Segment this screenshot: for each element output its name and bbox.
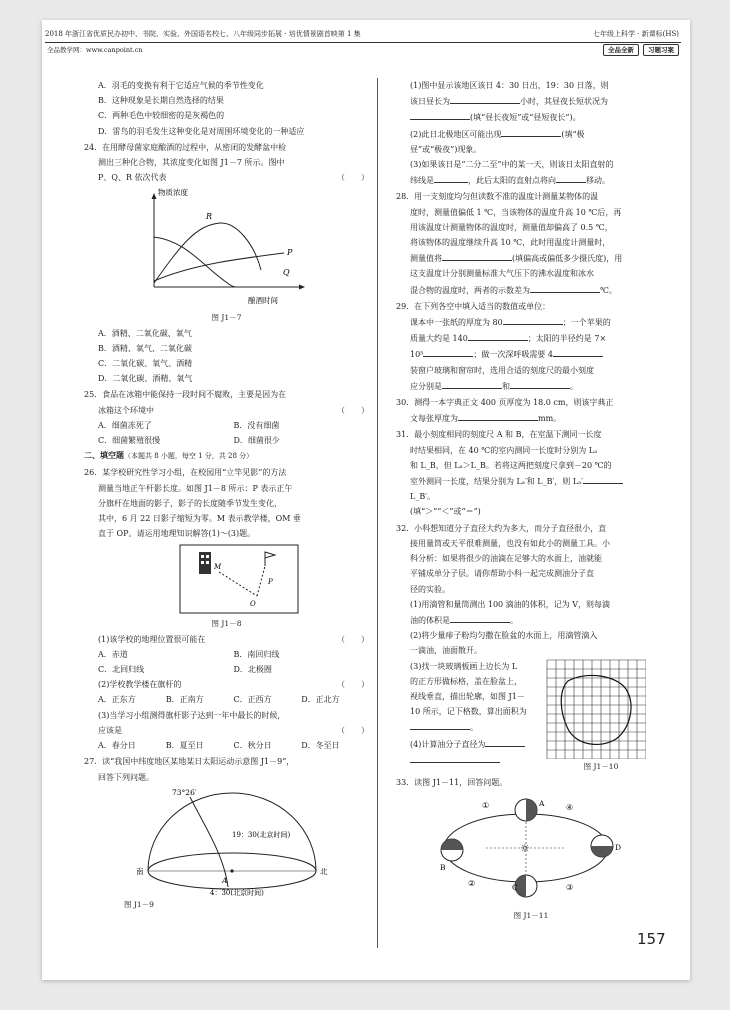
label-A: A xyxy=(222,875,228,885)
question-33 xyxy=(396,775,666,923)
q26-subq-1 xyxy=(84,632,369,647)
text: 测量值将 xyxy=(410,254,442,264)
q31-line: 时结果相同，在 40 ℃的室内测同一长度时分别为 Lₐ xyxy=(410,445,598,455)
question-31 xyxy=(396,427,666,519)
position-1: ① xyxy=(482,800,490,810)
q26-s1-options xyxy=(84,662,369,677)
earth-A-night xyxy=(526,799,537,821)
text: ；做一次深呼吸需要 4 xyxy=(473,350,554,360)
question-28 xyxy=(396,189,666,297)
q32-subq-1: (1)用滴管和量筒测出 100 滴油的体积，记为 V，则每滴 xyxy=(410,599,611,609)
q32-subq-2: 一滴油，油面散开。 xyxy=(410,646,482,656)
q28-line xyxy=(396,250,666,266)
q24-line: 测出三种化合物，其浓度变化如图 J1－7 所示。图中 xyxy=(98,158,285,168)
q28-line: 28．用一支刻度均匀但读数不准的温度计测量某物体的温 xyxy=(396,192,599,202)
answer-paren: （ ） xyxy=(337,173,369,183)
figure-caption: 图 J1－8 xyxy=(211,619,242,629)
text: 油的体积是 xyxy=(410,615,450,625)
q32-subq-3: 的正方形做标格，盖在脸盆上， xyxy=(410,676,522,686)
option-d: D．北极圈 xyxy=(233,665,272,675)
answer-blank[interactable] xyxy=(503,314,563,325)
answer-blank[interactable] xyxy=(501,126,561,137)
text: 课本中一张纸的厚度为 80 xyxy=(410,318,503,328)
column-divider xyxy=(377,78,378,948)
text: 。 xyxy=(470,723,478,733)
position-4: ④ xyxy=(566,802,574,812)
q25-line: 25．食品在冰箱中能保持一段时间不腐败，主要是因为在 xyxy=(84,390,287,400)
option-c: C．秋分日 xyxy=(233,741,272,751)
text: mm。 xyxy=(538,414,562,424)
brand-badges xyxy=(603,44,679,56)
section-title: 二、填空题 xyxy=(84,450,124,461)
diagram-frame xyxy=(180,545,298,613)
q32-line: 科分析：如果将很少的油滴在足够大的水面上，油就能 xyxy=(410,554,602,564)
figure-caption: 图 J1－11 xyxy=(513,910,549,920)
label-P: P xyxy=(287,248,293,258)
answer-paren: （ ） xyxy=(337,725,369,735)
q26-line: 26．某学校研究性学习小组，在校园用“立竿见影”的方法 xyxy=(84,468,287,478)
q27-subq-3: (3)如果该日是“二分二至”中的某一天，则该日太阳直射的 xyxy=(410,160,614,170)
answer-blank[interactable] xyxy=(553,346,603,357)
option-d: D．冬至日 xyxy=(301,741,340,751)
q29-line: 29．在下列各空中填入适当的数值或单位： xyxy=(396,301,551,311)
q31-line: 和 L_B，但 Lₐ＞L_B。若将这两把刻度尺拿到－20 ℃的 xyxy=(410,460,612,470)
q32-subq-1 xyxy=(396,612,666,628)
position-2: ② xyxy=(468,878,476,888)
q32-line: 32．小科想知道分子直径大约为多大，而分子直径很小，直 xyxy=(396,523,607,533)
q32-grid-block xyxy=(396,659,666,774)
x-axis-label: 酿酒时间 xyxy=(248,296,278,306)
q28-line: 将该物体的温度继续升高 10 ℃，此时用温度计测量时， xyxy=(410,238,611,248)
option-c: C．北回归线 xyxy=(98,665,145,675)
q29-line xyxy=(396,346,666,362)
header-series-title: 2018 年浙江省优质民办初中、书院、实验、外国语名校七、八年级同步拓展 · 培优情景剧首映第 1 集 xyxy=(45,30,361,38)
q24-option-d: D．二氧化碳、酒精、氧气 xyxy=(98,374,193,384)
publisher-site: 全品教学网：www.canpoint.cn xyxy=(47,46,143,54)
text: 纬线是 xyxy=(410,176,434,186)
q26-s2-options xyxy=(84,692,369,707)
option-a: A．春分日 xyxy=(98,741,136,751)
q27-subq-2 xyxy=(396,126,666,142)
q25-option-c: C．细菌繁殖很慢 xyxy=(98,436,161,446)
running-header xyxy=(45,26,681,43)
answer-blank[interactable] xyxy=(434,172,468,183)
answer-paren: （ ） xyxy=(337,405,369,415)
subq-text: 应该是 xyxy=(98,725,122,735)
answer-blank[interactable] xyxy=(458,410,538,421)
figure-caption: 图 J1－7 xyxy=(211,313,242,323)
text: 文每张厚度为 xyxy=(410,414,458,424)
subq-text: (1)该学校的地理位置很可能在 xyxy=(98,634,206,644)
text: 应分别是 xyxy=(410,381,442,391)
label-D: D xyxy=(615,842,622,852)
answer-blank[interactable] xyxy=(485,736,525,747)
left-column xyxy=(84,78,369,912)
option-d: D．正北方 xyxy=(301,695,340,705)
q30-line: 30．测得一本字典正文 400 页厚度为 18.0 cm，则该字典正 xyxy=(396,398,614,408)
q29-line xyxy=(396,378,666,394)
question-26 xyxy=(84,465,369,753)
q27-subq-2: 昼”或“极夜”)现象。 xyxy=(410,144,482,154)
building-icon xyxy=(199,552,211,574)
q27-subq-3 xyxy=(396,172,666,188)
q27-subq-1 xyxy=(396,93,666,109)
brand-badge-2: 习题习案 xyxy=(643,44,679,56)
option-b: B．南回归线 xyxy=(233,649,280,659)
text: (填“极 xyxy=(561,129,585,139)
answer-blank[interactable] xyxy=(510,378,570,389)
q25-option-d: D．细菌很少 xyxy=(233,436,280,446)
q26-line: 测量当地正午杆影长度。如图 J1－8 所示：P 表示正午 xyxy=(98,483,293,493)
answer-blank[interactable] xyxy=(530,282,600,293)
sunset-time-label: 19：30(北京时间) xyxy=(232,830,291,839)
q31-line: (填“＞”“＜”或“＝”) xyxy=(410,507,481,517)
q25-options-row xyxy=(84,433,369,448)
question-29 xyxy=(396,299,666,394)
building-window xyxy=(206,555,209,558)
q27-line: 回答下列问题。 xyxy=(98,772,154,782)
fermentation-chart xyxy=(136,185,336,310)
q26-subq-2 xyxy=(84,677,369,692)
right-column xyxy=(396,78,666,923)
q28-line: 度时，测量值偏低 1 ℃，当该物体的温度升高 10 ℃后，再 xyxy=(410,207,622,217)
question-24 xyxy=(84,140,369,387)
y-axis-arrow xyxy=(152,193,157,199)
sun-path-diagram xyxy=(134,785,334,897)
option-a: A．赤道 xyxy=(98,649,128,659)
q32-subq-4 xyxy=(396,752,546,768)
q25-options-row xyxy=(84,418,369,433)
label-R: R xyxy=(206,212,213,222)
q32-line: 平铺成单分子层。请你帮助小科一起完成测油分子直 xyxy=(410,569,594,579)
q25-option-a: A．细菌冻死了 xyxy=(98,420,152,430)
q31-line xyxy=(396,473,666,489)
q29-line xyxy=(396,314,666,330)
answer-blank[interactable] xyxy=(442,378,502,389)
position-3: ③ xyxy=(566,882,574,892)
answer-paren: （ ） xyxy=(337,634,369,644)
building-window xyxy=(206,561,209,564)
q29-line: 装窗户玻璃和窗帘时，选用合适的刻度尺的最小刻度 xyxy=(410,365,594,375)
q32-subq-2: (2)将少量痱子粉均匀撒在脸盆的水面上，用滴管滴入 xyxy=(410,631,598,641)
text: (2)此日北极地区可能出现 xyxy=(410,129,502,139)
q24-line: 24．在用酵母菌家庭酿酒的过程中，从密闭的发酵盆中检 xyxy=(84,142,287,152)
earth-B-night xyxy=(441,839,463,850)
q32-subq-4 xyxy=(396,736,546,752)
figure-caption: 图 J1－10 xyxy=(583,761,619,771)
answer-blank[interactable] xyxy=(556,172,586,183)
earth-D-night xyxy=(591,846,613,857)
brand-badge-1: 全品全新 xyxy=(603,44,639,56)
q28-line xyxy=(396,282,666,298)
q32-subq-3 xyxy=(396,719,546,735)
q27-subq-1: (1)图中显示该地区该日 4：30 日出，19：30 日落，则 xyxy=(410,81,609,90)
q32-line: 径的实验。 xyxy=(410,584,450,594)
label-Q: Q xyxy=(283,268,290,278)
q25-line-text: 冰箱这个环境中 xyxy=(98,405,154,415)
text: (填“昼长夜短”或“昼短夜长”)。 xyxy=(470,113,581,123)
q24-line xyxy=(84,170,369,185)
text: ，此后太阳的直射点将向 xyxy=(468,176,556,186)
line-OP xyxy=(257,566,265,596)
question-23-options xyxy=(84,78,369,139)
q25-option-b: B．没有细菌 xyxy=(233,420,280,430)
q23-option-d: D．雷鸟的羽毛发生这种变化是对周围环境变化的一种适应 xyxy=(98,126,305,136)
observer-point xyxy=(230,869,233,872)
answer-blank[interactable] xyxy=(450,93,520,104)
q33-line: 33．读图 J1－11，回答问题。 xyxy=(396,777,508,787)
page-number: 157 xyxy=(637,930,666,948)
label-B: B xyxy=(440,862,446,872)
sun-path-arc xyxy=(190,797,228,887)
q23-option-a: A．羽毛的变换有利于它适应气候的季节性变化 xyxy=(98,81,264,90)
q26-s1-options xyxy=(84,647,369,662)
q27-line: 27．读“我国中纬度地区某地某日太阳运动示意图 J1－9”， xyxy=(84,757,295,767)
sunrise-time-label: 4：30(北京时间) xyxy=(210,888,264,897)
text: ℃。 xyxy=(600,285,617,295)
north-label: 北 xyxy=(320,866,328,876)
q31-line: L_B′。 xyxy=(410,492,436,502)
earth-orbit-diagram xyxy=(416,790,636,908)
label-P: P xyxy=(268,578,273,587)
building-window xyxy=(201,555,204,558)
curve-R xyxy=(154,223,261,283)
header-grade-title: 七年级上科学 · 新课标(HS) xyxy=(592,30,679,38)
answer-blank[interactable] xyxy=(410,109,470,120)
text: 质量大约是 140 xyxy=(410,334,468,344)
q24-line-text: P、Q、R 依次代表 xyxy=(98,173,167,183)
q27-subq-1 xyxy=(396,109,666,125)
option-b: B．正南方 xyxy=(165,695,204,705)
q24-option-a: A．酒精、二氧化碳、氧气 xyxy=(98,328,192,338)
q32-line: 接用量筒或天平很难测量，也没有如此小的测量工具。小 xyxy=(410,538,610,548)
answer-blank[interactable] xyxy=(423,346,473,357)
q26-subq-3 xyxy=(84,723,369,738)
label-M: M xyxy=(214,563,222,572)
q26-subq-3: (3)当学习小组测得旗杆影子达到一年中最长的时候， xyxy=(98,710,286,720)
line-OM xyxy=(219,572,257,596)
flag-icon xyxy=(265,552,275,558)
text: 室外测同一长度，结果分别为 Lₐ′和 L_B′，则 Lₐ′ xyxy=(410,477,584,487)
section-heading xyxy=(84,448,369,464)
q30-line xyxy=(396,410,666,426)
q28-line: 用该温度计测量物体的温度时，测量值却偏高了 0.5 ℃， xyxy=(410,222,613,232)
text: (填偏高或偏低多少摄氏度)，用 xyxy=(512,254,623,264)
answer-blank[interactable] xyxy=(410,719,470,730)
option-c: C．正西方 xyxy=(233,695,272,705)
south-label: 南 xyxy=(136,866,144,876)
q24-option-b: B．酒精、氧气、二氧化碳 xyxy=(98,343,192,353)
text: (4)计算油分子直径为 xyxy=(410,739,486,749)
oil-film-outline xyxy=(561,675,631,744)
q26-line: 直于 OP。请运用地理知识解答(1)～(3)题。 xyxy=(98,529,256,539)
text: ；太阳的半径约是 7× xyxy=(527,334,607,344)
q26-s3-options xyxy=(84,738,369,753)
answer-blank[interactable] xyxy=(450,612,510,623)
q28-line: 这支温度计分别测量标准大气压下的沸水温度和冰水 xyxy=(410,269,594,279)
question-30 xyxy=(396,395,666,426)
altitude-angle-label: 73°26′ xyxy=(172,787,197,797)
q32-subq-3: 视线垂直，描出轮廓，如图 J1－ xyxy=(410,691,525,701)
x-axis-arrow xyxy=(299,285,305,290)
text: ；一个苹果的 xyxy=(562,318,611,328)
building-window xyxy=(201,561,204,564)
question-25 xyxy=(84,387,369,448)
oil-film-grid xyxy=(546,659,646,759)
text: 移动。 xyxy=(586,176,610,186)
q23-option-c: C．两种毛色中较细密的是灰褐色的 xyxy=(98,111,225,121)
grid-figure xyxy=(546,659,656,774)
label-C: C xyxy=(512,882,518,892)
y-axis-label: 物质浓度 xyxy=(158,188,188,198)
q32-subq-3: (3)找一块玻璃板画上边长为 L xyxy=(410,661,518,671)
question-32 xyxy=(396,521,666,774)
text: 混合物的温度时，两者的示数差为 xyxy=(410,285,530,295)
answer-blank[interactable] xyxy=(583,473,623,484)
q26-line: 其中，6 月 22 日影子缩短为零。M 表示教学楼，OM 垂 xyxy=(98,514,301,524)
subq-text: (2)学校教学楼在旗杆的 xyxy=(98,680,182,690)
option-a: A．正东方 xyxy=(98,695,136,705)
answer-blank[interactable] xyxy=(442,250,512,261)
sun-icon: ☼ xyxy=(520,841,530,855)
q29-line xyxy=(396,330,666,346)
question-27-continued xyxy=(396,78,666,188)
option-b: B．夏至日 xyxy=(165,741,204,751)
text: 和 xyxy=(502,381,510,391)
text: 小时，其昼夜长短状况为 xyxy=(520,97,608,107)
label-O: O xyxy=(250,600,256,609)
q31-line: 31．最小刻度相同的刻度尺 A 和 B，在室温下测同一长度 xyxy=(396,430,602,440)
answer-paren: （ ） xyxy=(337,680,369,690)
q26-line: 分旗杆在地面的影子，影子的长度随季节发生变化， xyxy=(98,498,282,508)
text: 10⁵ xyxy=(410,350,424,360)
q23-option-b: B．这种现象是长期自然选择的结果 xyxy=(98,96,224,106)
text: 。 xyxy=(570,381,578,391)
sub-header xyxy=(45,43,681,57)
figure-caption: 图 J1－9 xyxy=(124,899,154,909)
label-A: A xyxy=(539,798,545,808)
q24-option-c: C．二氧化碳、氧气、酒精 xyxy=(98,359,193,369)
section-note: （本题共 8 小题，每空 1 分，共 28 分） xyxy=(124,452,254,461)
text: 。 xyxy=(510,615,518,625)
answer-blank[interactable] xyxy=(468,330,528,341)
answer-blank[interactable] xyxy=(410,752,500,763)
q25-line xyxy=(84,403,369,418)
question-27 xyxy=(84,754,369,912)
text: 该日昼长为 xyxy=(410,97,450,107)
q32-subq-3: 10 所示，记下格数，算出面积为 xyxy=(410,707,527,717)
q32-subq-3-text xyxy=(396,659,546,774)
flagpole-diagram xyxy=(179,544,299,616)
